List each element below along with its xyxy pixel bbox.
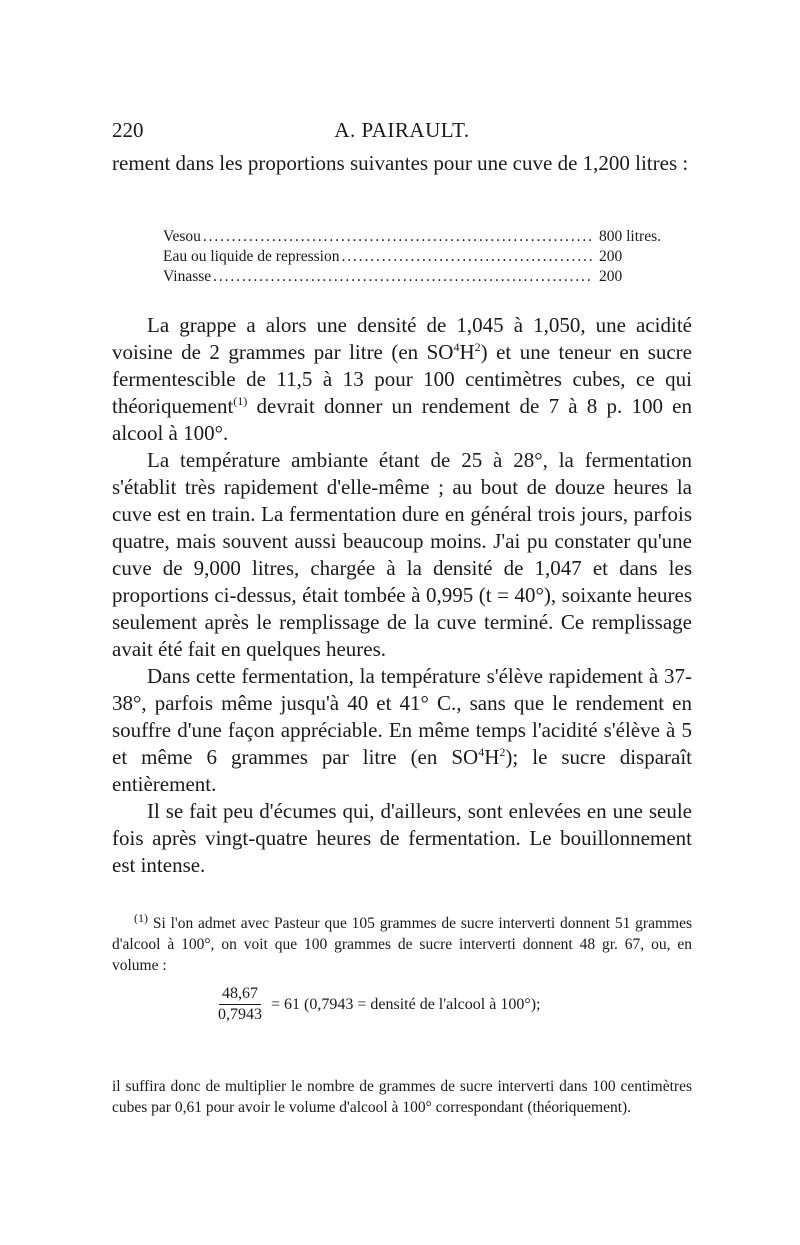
footnote-text [112, 910, 692, 976]
footnote-marker: (1) [134, 910, 148, 925]
paragraph-temperature: La température ambiante étant de 25 à 28°, la fermentation s'établit très rapidement d'elle-même ; au bout de douze heures la cuve est en train. La fermentation dure en général trois jours, parfois quatre, mais souvent aussi beaucoup moins. J'ai pu constater qu'une cuve de 9,000 litres, chargée à la densité de 1,047 et dans les proportions ci-dessus, était tombée à 0,995 (t = 40°), soixante heures seulement après le remplissage de la cuve terminé. Ce remplissage avait été fait en quelques heures. [112, 448, 692, 661]
text-run: devrait donner un rendement de 7 à 8 p. 100 en alcool à 100°. [112, 394, 692, 445]
table-row [163, 267, 691, 287]
page-header [112, 118, 692, 146]
intro-paragraph [112, 150, 692, 177]
table-row [163, 227, 691, 247]
proportions-table [163, 227, 691, 287]
footnote-conclusion-text: il suffira donc de multiplier le nombre de grammes de sucre interverti dans 100 centimètres cubes par 0,61 pour avoir le volume d'alcool à 100° correspondant (théoriquement). [112, 1078, 692, 1116]
table-row-label: Vesou [163, 228, 201, 245]
intro-text: rement dans les proportions suivantes pour une cuve de 1,200 litres : [112, 151, 689, 175]
fraction [215, 984, 265, 1025]
leader-dots [341, 247, 593, 267]
fraction-denominator: 0,7943 [218, 1006, 262, 1023]
table-row-value: 200 [599, 268, 623, 285]
text-run: La grappe a alors une densité de 1,045 à 1,050, une acidité voisine de 2 grammes par litre (en SO [112, 313, 692, 364]
table-row [163, 247, 691, 267]
footnote [112, 910, 692, 976]
text-run: Dans cette fermentation, la température s'élève rapidement à 37-38°, parfois même jusqu'à 40 et 41° C., sans que le rendement en souffre d'une façon appréciable. En même temps l'acidité s'élève à 5 et même 6 grammes par litre (en SO [112, 664, 692, 769]
text-run: Si l'on admet avec Pasteur que 105 grammes de sucre interverti donnent 51 grammes d'alcool à 100°, on voit que 100 grammes de sucre interverti donnent 48 gr. 67, ou, en volume : [112, 915, 692, 974]
table-row-value: 800 litres. [599, 228, 661, 245]
page-number: 220 [112, 118, 144, 142]
running-head: A. PAIRAULT. [334, 118, 470, 142]
text-run: H [484, 745, 500, 769]
text-run: ); le sucre disparaît entièrement. [112, 745, 693, 796]
paragraph-fermentation [112, 663, 692, 798]
superscript: 2 [499, 745, 506, 759]
footnote-reference: (1) [233, 394, 248, 408]
main-text [112, 312, 692, 879]
leader-dots [213, 267, 593, 287]
paragraph-foam: Il se fait peu d'écumes qui, d'ailleurs, sont enlevées en une seule fois après vingt-quatre heures de fermentation. Le bouillonnement est intense. [112, 799, 692, 877]
superscript: 4 [478, 745, 485, 759]
footnote-conclusion [112, 1076, 692, 1118]
text-run: ) et une teneur en sucre fermentescible de 11,5 à 13 pour 100 centimètres cubes, ce qui théoriquement [112, 340, 692, 418]
formula-result: = 61 (0,7943 = densité de l'alcool à 100°); [271, 995, 541, 1013]
superscript: 2 [474, 340, 481, 354]
superscript: 4 [453, 340, 460, 354]
text-run: H [459, 340, 475, 364]
footnote-formula [215, 984, 541, 1025]
table-row-label: Vinasse [163, 268, 212, 285]
leader-dots [203, 227, 593, 247]
table-row-label: Eau ou liquide de repression [163, 248, 340, 265]
paragraph-composition [112, 312, 692, 447]
table-row-value: 200 [599, 248, 623, 265]
fraction-numerator: 48,67 [219, 984, 261, 1005]
